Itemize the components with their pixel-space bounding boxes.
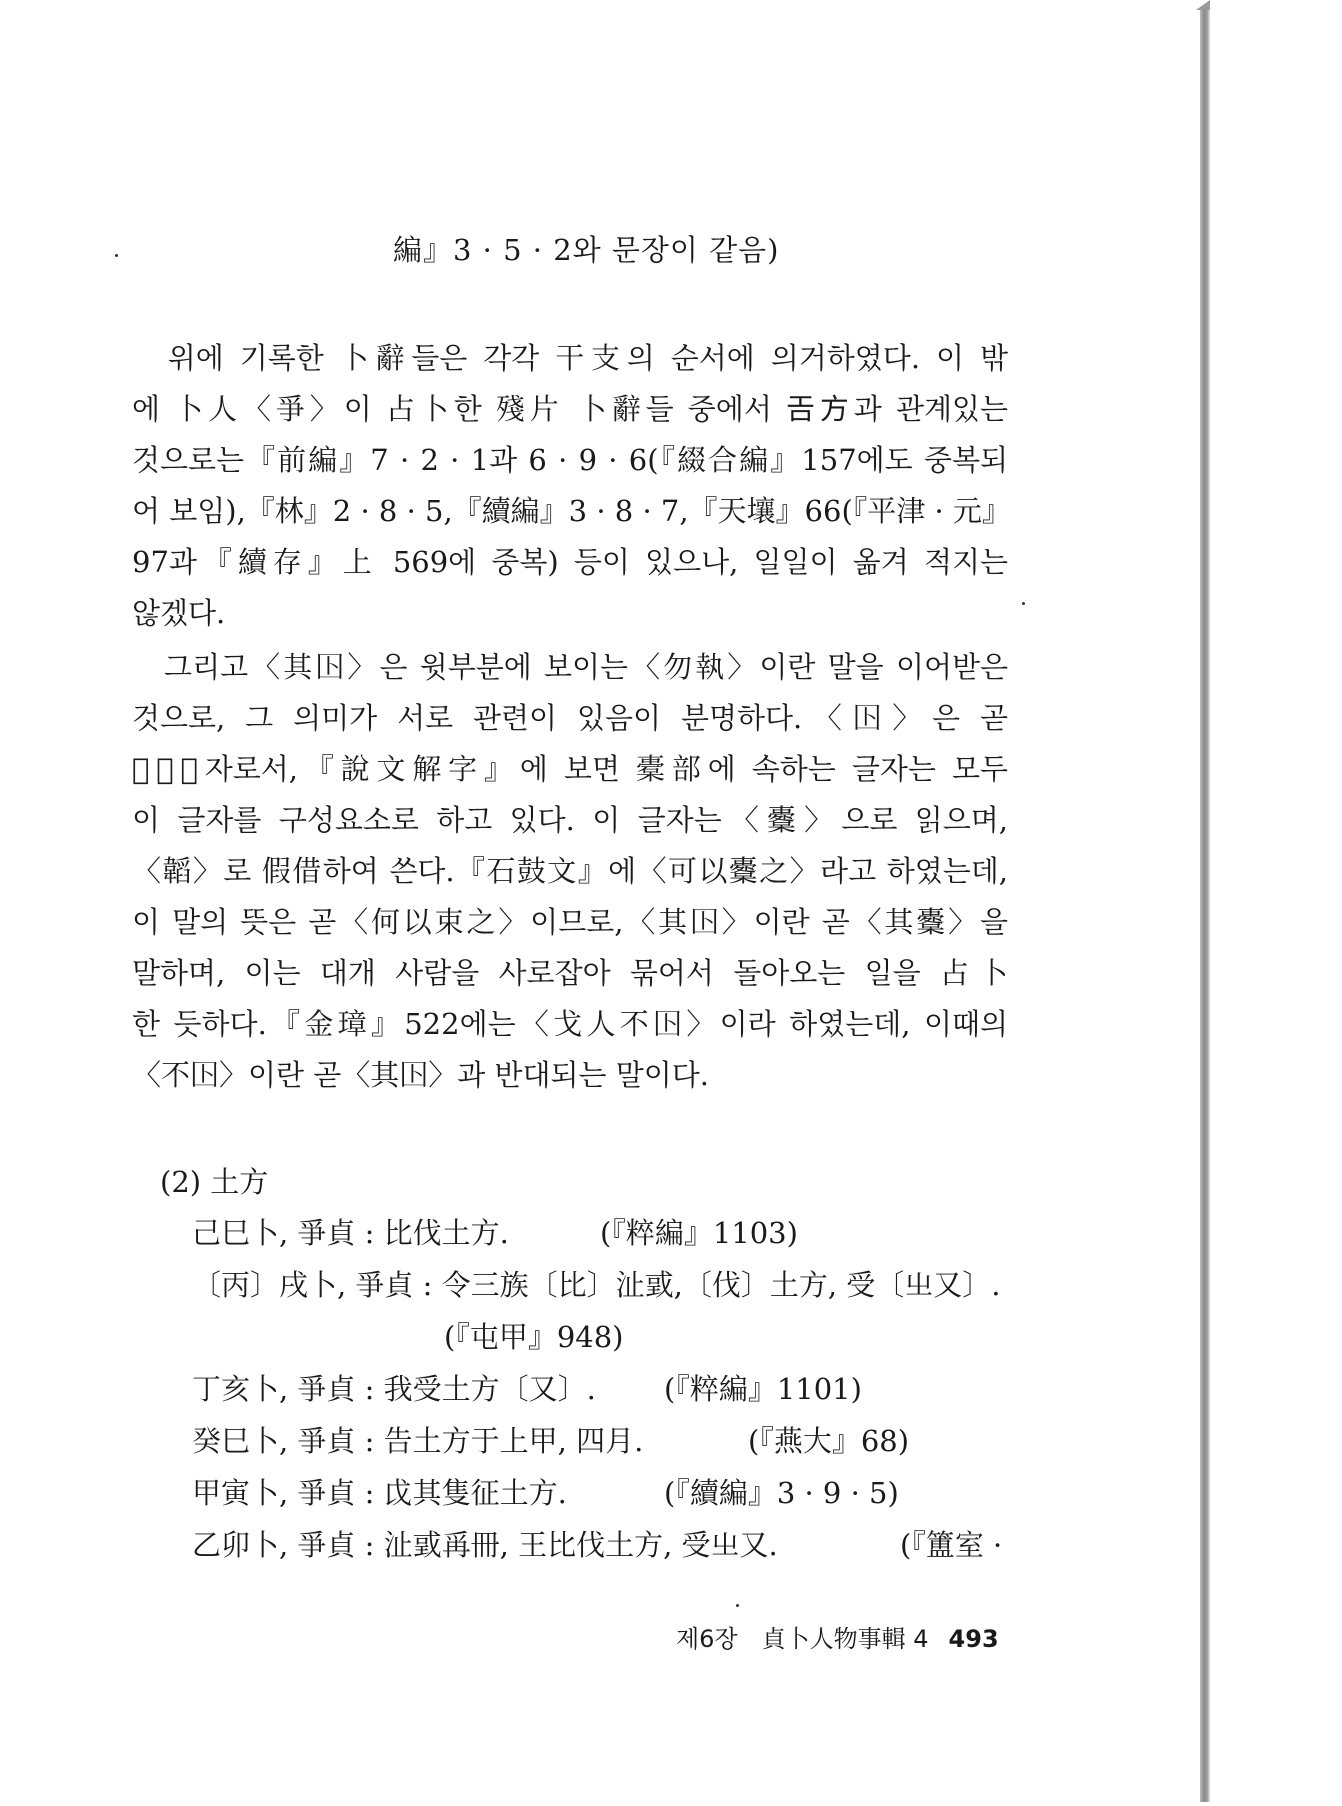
page-number: 493 bbox=[948, 1625, 999, 1653]
inscription-source-4: (『燕大』68) bbox=[748, 1424, 910, 1458]
paragraph-2-line-9: 〈不𡆥〉이란 곧〈其𡆥〉과 반대되는 말이다. bbox=[132, 1058, 710, 1092]
paragraph-2-line-5: 〈韜〉로 假借하여 쓴다.『石鼓文』에〈可以櫜之〉라고 하였는데, bbox=[132, 854, 1008, 888]
paragraph-2-line-3: 〈𣠮〉자로서,『說文解字』에 보면 橐部에 속하는 글자는 모두 bbox=[132, 752, 1008, 786]
page-footer bbox=[676, 1619, 999, 1654]
paragraph-1-line-2: 에 卜人〈爭〉이 占卜한 殘片 卜辭들 중에서 𢀛方과 관계있는 bbox=[132, 392, 1008, 426]
paragraph-1-line-5: 97과『續存』上 569에 중복) 등이 있으나, 일일이 옮겨 적지는 bbox=[132, 545, 1008, 579]
inscription-entry-1: 己巳卜, 爭貞 : 比伐土方. bbox=[192, 1216, 509, 1250]
inscription-entry-3: 丁亥卜, 爭貞 : 我受土方〔又〕. bbox=[192, 1372, 596, 1406]
paragraph-1-line-3: 것으로는『前編』7 · 2 · 1과 6 · 9 · 6(『綴合編』157에도 중복되 bbox=[132, 443, 1008, 477]
section-heading: (2) 土方 bbox=[160, 1165, 269, 1199]
page-corner-fold bbox=[1196, 0, 1210, 10]
continued-citation-line: 編』3 · 5 · 2와 문장이 같음) bbox=[393, 233, 780, 267]
paragraph-2-line-2: 것으로, 그 의미가 서로 관련이 있음이 분명하다.〈𡆥〉은 곧 bbox=[132, 701, 1008, 735]
scan-speck bbox=[1022, 602, 1025, 605]
paragraph-1-line-4: 어 보임),『林』2 · 8 · 5,『續編』3 · 8 · 7,『天壤』66(『平津 · 元』 bbox=[132, 494, 1011, 528]
paragraph-2-line-4: 이 글자를 구성요소로 하고 있다. 이 글자는〈櫜〉으로 읽으며, bbox=[132, 803, 1008, 837]
paragraph-2-line-6: 이 말의 뜻은 곧〈何以束之〉이므로,〈其𡆥〉이란 곧〈其櫜〉을 bbox=[132, 905, 1008, 939]
inscription-source-2: (『屯甲』948) bbox=[444, 1320, 624, 1354]
paragraph-2-line-8: 한 듯하다.『金璋』522에는〈戈人不𡆥〉이라 하였는데, 이때의 bbox=[132, 1007, 1008, 1041]
page-edge-shadow bbox=[1200, 4, 1210, 1802]
inscription-source-1: (『粹編』1103) bbox=[600, 1216, 798, 1250]
inscription-source-6: (『簠室 · bbox=[900, 1528, 1003, 1562]
inscription-entry-4: 癸巳卜, 爭貞 : 告土方于上甲, 四月. bbox=[192, 1424, 644, 1458]
running-chapter-title: 제6장 貞卜人物事輯 4 bbox=[676, 1625, 929, 1653]
inscription-source-3: (『粹編』1101) bbox=[664, 1372, 862, 1406]
paragraph-2-line-7: 말하며, 이는 대개 사람을 사로잡아 묶어서 돌아오는 일을 占卜 bbox=[132, 956, 1008, 990]
inscription-entry-6: 乙卯卜, 爭貞 : 沚戜爯冊, 王比伐土方, 受㞢又. bbox=[192, 1528, 778, 1562]
paragraph-1-line-1: 위에 기록한 卜辭들은 각각 干支의 순서에 의거하였다. 이 밖 bbox=[132, 341, 1008, 375]
scan-speck bbox=[115, 254, 118, 257]
inscription-entry-5: 甲寅卜, 爭貞 : 戉其隻征土方. bbox=[192, 1476, 567, 1510]
inscription-entry-2: 〔丙〕戌卜, 爭貞 : 令三族〔比〕沚戜,〔伐〕土方, 受〔㞢又〕. bbox=[192, 1268, 1001, 1302]
paragraph-1-line-6: 않겠다. bbox=[132, 596, 226, 630]
paragraph-2-line-1: 그리고〈其𡆥〉은 윗부분에 보이는〈勿執〉이란 말을 이어받은 bbox=[132, 650, 1008, 684]
scan-speck bbox=[736, 1604, 739, 1607]
inscription-source-5: (『續編』3 · 9 · 5) bbox=[664, 1476, 899, 1510]
